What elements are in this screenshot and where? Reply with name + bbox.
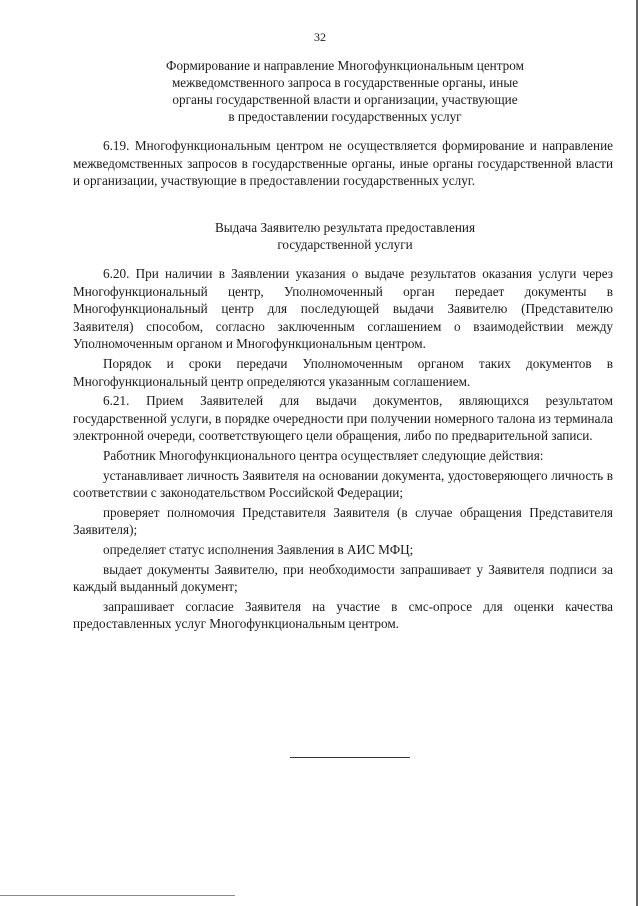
- section-body-issuance-of-result: [73, 265, 613, 633]
- paragraph-6-21: 6.21. Прием Заявителей для выдачи документов, являющихся результатом государственной услуги, в порядке очередности при получении номерного талона из терминала электронной очереди, соответствующего цели обращения, либо по предварительной записи.: [73, 393, 613, 444]
- heading-line: Формирование и направление Многофункциональным центром: [166, 58, 524, 73]
- list-item-status: определяет статус исполнения Заявления в АИС МФЦ;: [103, 541, 414, 557]
- paragraph-6-20: 6.20. При наличии в Заявлении указания о выдаче результатов оказания услуги через Многофункциональный центр, Уполномоченный орган передает документы в Многофункциональный центр для последующей выдачи Заявителю (Представителю Заявителя) способом, согласно заключенным соглашением о взаимодействии между Уполномоченным органом и Многофункциональным центром.: [73, 266, 613, 352]
- list-item-authority: проверяет полномочия Представителя Заявителя (в случае обращения Представителя Заявителя);: [73, 504, 613, 538]
- section-heading-interagency-requests: [80, 57, 610, 125]
- heading-line: межведомственного запроса в государственные органы, иные: [171, 75, 519, 90]
- heading-line: Выдача Заявителю результата предоставления: [214, 220, 476, 235]
- section-heading-issuance-of-result: [80, 219, 610, 253]
- list-item-identity: устанавливает личность Заявителя на основании документа, удостоверяющего личность в соответствии с законодательством Российской Федерации;: [73, 467, 613, 501]
- heading-line: в предоставлении государственных услуг: [228, 109, 462, 124]
- heading-line: органы государственной власти и организации, участвующие: [172, 92, 518, 107]
- paragraph-employee-actions: Работник Многофункционального центра осуществляет следующие действия:: [103, 447, 544, 463]
- paragraph-transfer-order: Порядок и сроки передачи Уполномоченным органом таких документов в Многофункциональный центр определяются указанным соглашением.: [73, 355, 613, 389]
- page-number: 32: [314, 30, 326, 44]
- list-item-sms-survey: запрашивает согласие Заявителя на участие в смс-опросе для оценки качества предоставленных услуг Многофункциональным центром.: [73, 598, 613, 632]
- scan-edge-bottom: [0, 895, 235, 896]
- list-item-issue-documents: выдает документы Заявителю, при необходимости запрашивает у Заявителя подписи за каждый выданный документ;: [73, 561, 613, 595]
- heading-line: государственной услуги: [277, 237, 413, 252]
- scan-edge-right: [636, 0, 638, 906]
- section-body-interagency-requests: [73, 137, 613, 190]
- paragraph-6-19: 6.19. Многофункциональным центром не осуществляется формирование и направление межведомственных запросов в государственные органы, иные органы государственной власти и организации, участвующие в предоставлении государственных услуг.: [73, 138, 613, 189]
- closing-divider: [290, 757, 410, 758]
